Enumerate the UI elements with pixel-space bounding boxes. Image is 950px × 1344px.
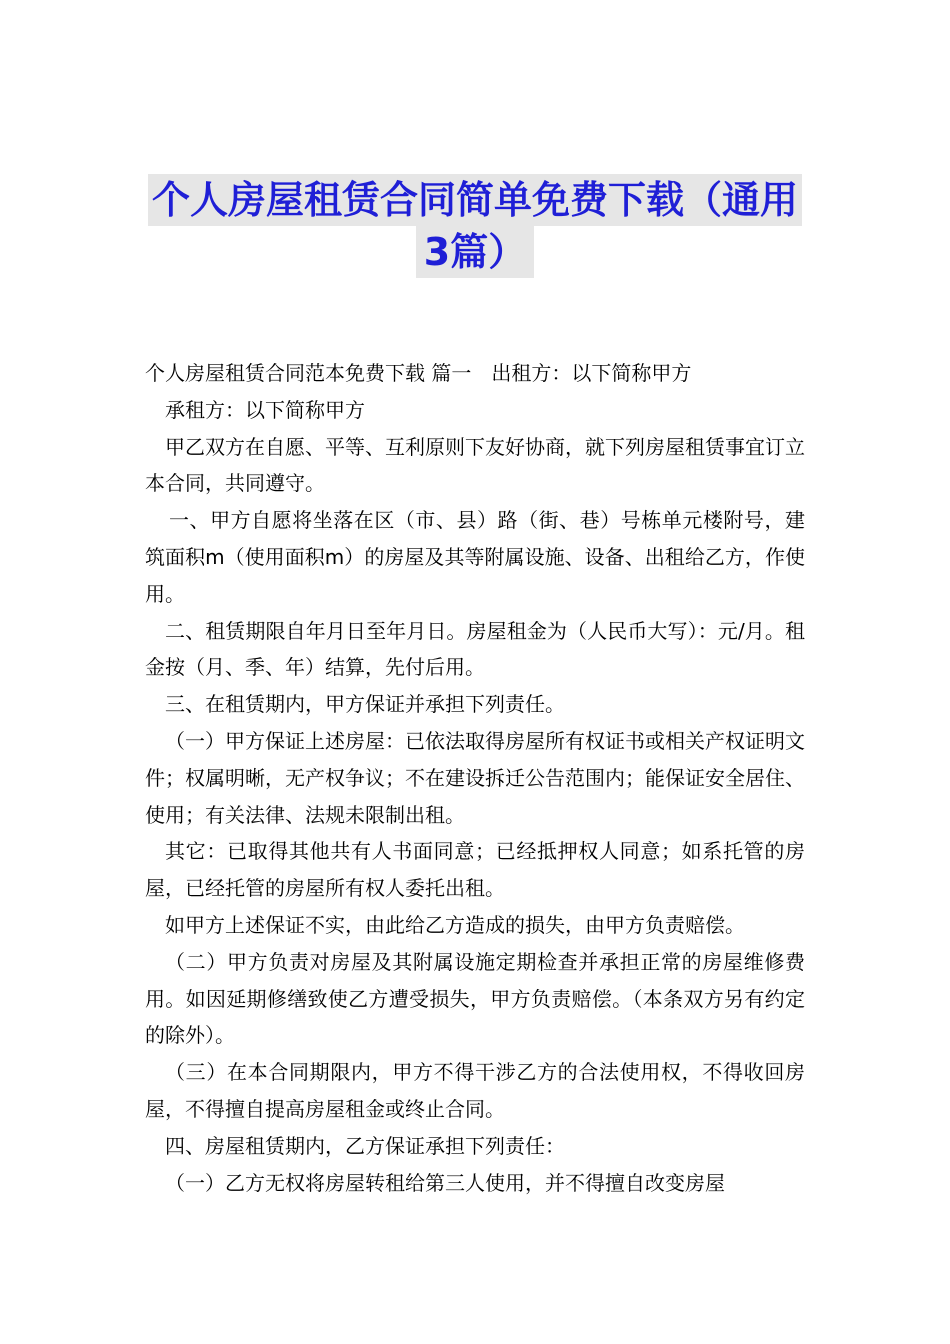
paragraph: （一）乙方无权将房屋转租给第三人使用，并不得擅自改变房屋 xyxy=(165,1170,725,1195)
paragraph: （二）甲方负责对房屋及其附属设施定期检查并承担正常的房屋维修费用。如因延期修缮致使乙方遭受损失，甲方负责赔偿。（本条双方另有约定的除外）。 xyxy=(145,949,805,1048)
paragraph: 承租方：以下简称甲方 xyxy=(165,397,365,422)
paragraph: 甲乙双方在自愿、平等、互利原则下友好协商，就下列房屋租赁事宜订立本合同，共同遵守。 xyxy=(145,434,805,496)
paragraph: （一）甲方保证上述房屋：已依法取得房屋所有权证书或相关产权证明文件；权属明晰，无产权争议；不在建设拆迁公告范围内；能保证安全居住、使用；有关法律、法规未限制出租。 xyxy=(145,728,805,827)
paragraph: 四、房屋租赁期内，乙方保证承担下列责任： xyxy=(165,1133,565,1158)
paragraph: （三）在本合同期限内，甲方不得干涉乙方的合法使用权，不得收回房屋，不得擅自提高房屋租金或终止合同。 xyxy=(145,1060,805,1121)
title-line-2: 3篇） xyxy=(416,226,534,278)
paragraph: 二、租赁期限自年月日至年月日。房屋租金为（人民币大写）：元/月。租金按（月、季、年）结算，先付后用。 xyxy=(145,618,805,680)
paragraph: 三、在租赁期内，甲方保证并承担下列责任。 xyxy=(165,692,565,717)
document-body xyxy=(145,355,805,1201)
paragraph: 如甲方上述保证不实，由此给乙方造成的损失，由甲方负责赔偿。 xyxy=(165,912,745,937)
title-line-1: 个人房屋租赁合同简单免费下载（通用 xyxy=(148,174,802,226)
paragraph: 一、甲方自愿将坐落在区（市、县）路（街、巷）号栋单元楼附号，建筑面积m（使用面积m）的房屋及其等附属设施、设备、出租给乙方，作使用。 xyxy=(145,508,805,606)
paragraph: 其它：已取得其他共有人书面同意；已经抵押权人同意；如系托管的房屋，已经托管的房屋所有权人委托出租。 xyxy=(145,839,805,901)
document-title xyxy=(148,174,802,278)
paragraph: 个人房屋租赁合同范本免费下载 篇一 出租方：以下简称甲方 xyxy=(145,361,692,385)
